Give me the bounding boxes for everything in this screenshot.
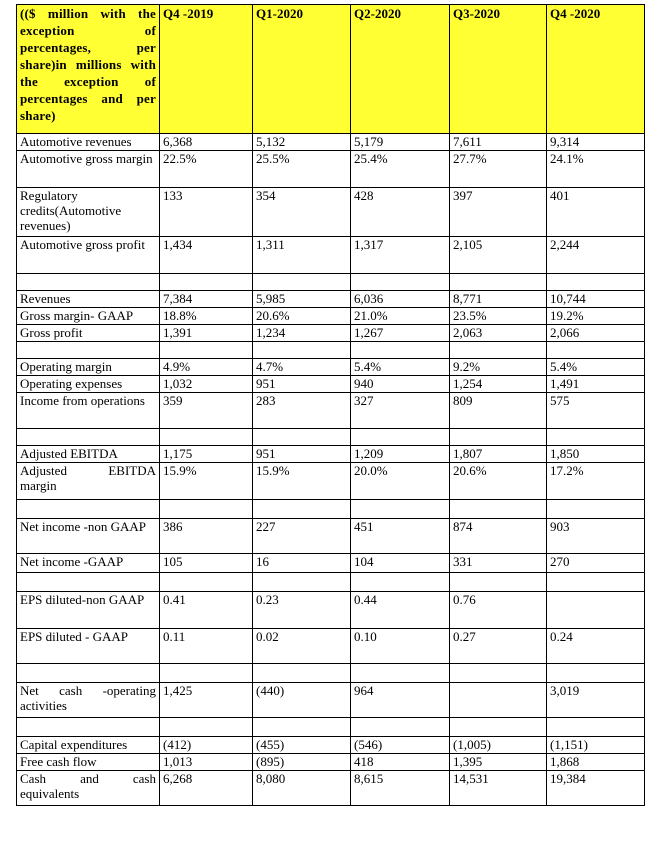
value-cell xyxy=(160,664,253,683)
value-cell: 1,267 xyxy=(351,325,450,342)
value-cell xyxy=(450,500,547,519)
row-label-cell: Free cash flow xyxy=(17,754,160,771)
value-cell: 8,771 xyxy=(450,291,547,308)
value-cell: 270 xyxy=(547,554,645,573)
row-label-cell: Revenues xyxy=(17,291,160,308)
value-cell xyxy=(450,683,547,718)
value-cell: 23.5% xyxy=(450,308,547,325)
table-row xyxy=(17,554,645,573)
value-cell: 327 xyxy=(351,393,450,429)
value-cell: 1,391 xyxy=(160,325,253,342)
value-cell: 397 xyxy=(450,188,547,237)
value-cell: 428 xyxy=(351,188,450,237)
value-cell: 1,311 xyxy=(253,237,351,274)
value-cell xyxy=(160,573,253,592)
value-cell: (1,151) xyxy=(547,737,645,754)
spacer-row xyxy=(17,573,645,592)
value-cell: 418 xyxy=(351,754,450,771)
value-cell: 18.8% xyxy=(160,308,253,325)
header-row xyxy=(17,5,645,134)
row-label-cell: Adjusted EBITDA xyxy=(17,446,160,463)
spacer-row xyxy=(17,274,645,291)
value-cell xyxy=(450,664,547,683)
table-row xyxy=(17,446,645,463)
value-cell xyxy=(450,429,547,446)
value-cell xyxy=(450,718,547,737)
row-label-cell: Net cash -operating activities xyxy=(17,683,160,718)
value-cell: 105 xyxy=(160,554,253,573)
value-cell xyxy=(160,429,253,446)
value-cell: 7,384 xyxy=(160,291,253,308)
value-cell: 0.76 xyxy=(450,592,547,629)
value-cell: 0.23 xyxy=(253,592,351,629)
spacer-row xyxy=(17,664,645,683)
value-cell: 5.4% xyxy=(547,359,645,376)
value-cell xyxy=(351,573,450,592)
value-cell: (1,005) xyxy=(450,737,547,754)
row-label-cell: EPS diluted-non GAAP xyxy=(17,592,160,629)
value-cell: 6,036 xyxy=(351,291,450,308)
value-cell xyxy=(351,718,450,737)
value-cell: 451 xyxy=(351,519,450,554)
value-cell: 5,179 xyxy=(351,134,450,151)
value-cell xyxy=(160,500,253,519)
row-label-cell xyxy=(17,573,160,592)
value-cell xyxy=(547,342,645,359)
value-cell: 1,317 xyxy=(351,237,450,274)
table-body xyxy=(17,134,645,806)
value-cell: (412) xyxy=(160,737,253,754)
value-cell: 6,368 xyxy=(160,134,253,151)
value-cell xyxy=(253,429,351,446)
value-cell: 4.9% xyxy=(160,359,253,376)
value-cell: 15.9% xyxy=(253,463,351,500)
value-cell: 20.6% xyxy=(253,308,351,325)
value-cell xyxy=(253,573,351,592)
value-cell: 0.27 xyxy=(450,629,547,664)
row-label-cell: Cash and cash equivalents xyxy=(17,771,160,806)
row-label-cell: Automotive gross margin xyxy=(17,151,160,188)
value-cell: 940 xyxy=(351,376,450,393)
value-cell: 1,209 xyxy=(351,446,450,463)
row-label-cell: Operating margin xyxy=(17,359,160,376)
value-cell: 1,491 xyxy=(547,376,645,393)
table-row xyxy=(17,325,645,342)
table-row xyxy=(17,592,645,629)
value-cell: 9,314 xyxy=(547,134,645,151)
value-cell xyxy=(547,718,645,737)
value-cell: 10,744 xyxy=(547,291,645,308)
table-row xyxy=(17,683,645,718)
row-label-cell xyxy=(17,342,160,359)
value-cell xyxy=(253,718,351,737)
value-cell: 4.7% xyxy=(253,359,351,376)
value-cell: 2,063 xyxy=(450,325,547,342)
row-label-cell: Gross margin- GAAP xyxy=(17,308,160,325)
row-label-cell: Capital expenditures xyxy=(17,737,160,754)
value-cell: 104 xyxy=(351,554,450,573)
row-label-cell: EPS diluted - GAAP xyxy=(17,629,160,664)
value-cell: 1,395 xyxy=(450,754,547,771)
value-cell: 0.02 xyxy=(253,629,351,664)
value-cell: 21.0% xyxy=(351,308,450,325)
value-cell: 1,868 xyxy=(547,754,645,771)
table-row xyxy=(17,629,645,664)
value-cell: 27.7% xyxy=(450,151,547,188)
value-cell: 2,066 xyxy=(547,325,645,342)
row-label-cell: Automotive gross profit xyxy=(17,237,160,274)
row-label-cell: Gross profit xyxy=(17,325,160,342)
value-cell: 1,425 xyxy=(160,683,253,718)
row-label-cell: Adjusted EBITDA margin xyxy=(17,463,160,500)
row-label-cell xyxy=(17,500,160,519)
value-cell: 25.4% xyxy=(351,151,450,188)
value-cell: 386 xyxy=(160,519,253,554)
value-cell: 1,032 xyxy=(160,376,253,393)
spacer-row xyxy=(17,342,645,359)
value-cell: 25.5% xyxy=(253,151,351,188)
value-cell xyxy=(351,342,450,359)
value-cell: 9.2% xyxy=(450,359,547,376)
value-cell xyxy=(547,500,645,519)
value-cell xyxy=(547,592,645,629)
value-cell: 575 xyxy=(547,393,645,429)
value-cell: 0.24 xyxy=(547,629,645,664)
spacer-row xyxy=(17,429,645,446)
value-cell: 3,019 xyxy=(547,683,645,718)
value-cell: 359 xyxy=(160,393,253,429)
value-cell: 17.2% xyxy=(547,463,645,500)
row-label-cell xyxy=(17,664,160,683)
table-row xyxy=(17,134,645,151)
value-cell: (440) xyxy=(253,683,351,718)
header-cell-q4-2020: Q4 -2020 xyxy=(547,5,645,134)
value-cell: 24.1% xyxy=(547,151,645,188)
header-cell-q4-2019: Q4 -2019 xyxy=(160,5,253,134)
value-cell xyxy=(450,342,547,359)
value-cell: 2,105 xyxy=(450,237,547,274)
value-cell xyxy=(450,274,547,291)
value-cell: 874 xyxy=(450,519,547,554)
value-cell: (546) xyxy=(351,737,450,754)
value-cell: 951 xyxy=(253,376,351,393)
value-cell: 354 xyxy=(253,188,351,237)
value-cell: 133 xyxy=(160,188,253,237)
value-cell xyxy=(547,429,645,446)
value-cell: 401 xyxy=(547,188,645,237)
value-cell: 7,611 xyxy=(450,134,547,151)
row-label-cell: Operating expenses xyxy=(17,376,160,393)
value-cell: 5,132 xyxy=(253,134,351,151)
row-label-cell: Income from operations xyxy=(17,393,160,429)
row-label-cell: Automotive revenues xyxy=(17,134,160,151)
header-cell-q2-2020: Q2-2020 xyxy=(351,5,450,134)
value-cell: (455) xyxy=(253,737,351,754)
table-row xyxy=(17,188,645,237)
value-cell: 14,531 xyxy=(450,771,547,806)
value-cell: 0.44 xyxy=(351,592,450,629)
value-cell: 15.9% xyxy=(160,463,253,500)
header-cell-label: (($ million with the exception of percentages, per share)in millions with the exception of percentages and per share) xyxy=(17,5,160,134)
table-row xyxy=(17,376,645,393)
value-cell: 1,013 xyxy=(160,754,253,771)
value-cell: 6,268 xyxy=(160,771,253,806)
row-label-cell: Net income -GAAP xyxy=(17,554,160,573)
row-label-cell xyxy=(17,718,160,737)
value-cell xyxy=(160,274,253,291)
value-cell xyxy=(160,718,253,737)
table-row xyxy=(17,237,645,274)
value-cell: 331 xyxy=(450,554,547,573)
value-cell xyxy=(351,500,450,519)
value-cell: 1,434 xyxy=(160,237,253,274)
value-cell: 22.5% xyxy=(160,151,253,188)
value-cell xyxy=(160,342,253,359)
value-cell: 8,615 xyxy=(351,771,450,806)
value-cell: 2,244 xyxy=(547,237,645,274)
spacer-row xyxy=(17,718,645,737)
table-row xyxy=(17,393,645,429)
row-label-cell: Net income -non GAAP xyxy=(17,519,160,554)
value-cell: (895) xyxy=(253,754,351,771)
table-row xyxy=(17,754,645,771)
value-cell: 0.11 xyxy=(160,629,253,664)
value-cell: 20.0% xyxy=(351,463,450,500)
value-cell xyxy=(547,274,645,291)
row-label-cell xyxy=(17,429,160,446)
value-cell: 1,850 xyxy=(547,446,645,463)
value-cell xyxy=(253,664,351,683)
value-cell xyxy=(253,274,351,291)
value-cell: 0.10 xyxy=(351,629,450,664)
table-row xyxy=(17,359,645,376)
value-cell: 8,080 xyxy=(253,771,351,806)
value-cell: 903 xyxy=(547,519,645,554)
value-cell xyxy=(547,664,645,683)
row-label-cell: Regulatory credits(Automotive revenues) xyxy=(17,188,160,237)
value-cell: 964 xyxy=(351,683,450,718)
row-label-cell xyxy=(17,274,160,291)
value-cell: 16 xyxy=(253,554,351,573)
table-row xyxy=(17,151,645,188)
value-cell: 283 xyxy=(253,393,351,429)
value-cell xyxy=(253,500,351,519)
value-cell xyxy=(450,573,547,592)
value-cell: 951 xyxy=(253,446,351,463)
table-row xyxy=(17,308,645,325)
table-row xyxy=(17,463,645,500)
value-cell: 5,985 xyxy=(253,291,351,308)
table-row xyxy=(17,519,645,554)
spacer-row xyxy=(17,500,645,519)
value-cell: 0.41 xyxy=(160,592,253,629)
value-cell xyxy=(253,342,351,359)
value-cell: 1,175 xyxy=(160,446,253,463)
value-cell xyxy=(351,664,450,683)
value-cell: 20.6% xyxy=(450,463,547,500)
header-cell-q1-2020: Q1-2020 xyxy=(253,5,351,134)
financial-table xyxy=(16,4,645,806)
table-row xyxy=(17,771,645,806)
table-row xyxy=(17,291,645,308)
value-cell: 19.2% xyxy=(547,308,645,325)
value-cell: 1,254 xyxy=(450,376,547,393)
value-cell xyxy=(351,274,450,291)
value-cell: 227 xyxy=(253,519,351,554)
value-cell: 1,234 xyxy=(253,325,351,342)
value-cell: 809 xyxy=(450,393,547,429)
table-row xyxy=(17,737,645,754)
header-cell-q3-2020: Q3-2020 xyxy=(450,5,547,134)
value-cell xyxy=(547,573,645,592)
value-cell: 1,807 xyxy=(450,446,547,463)
value-cell xyxy=(351,429,450,446)
value-cell: 19,384 xyxy=(547,771,645,806)
value-cell: 5.4% xyxy=(351,359,450,376)
